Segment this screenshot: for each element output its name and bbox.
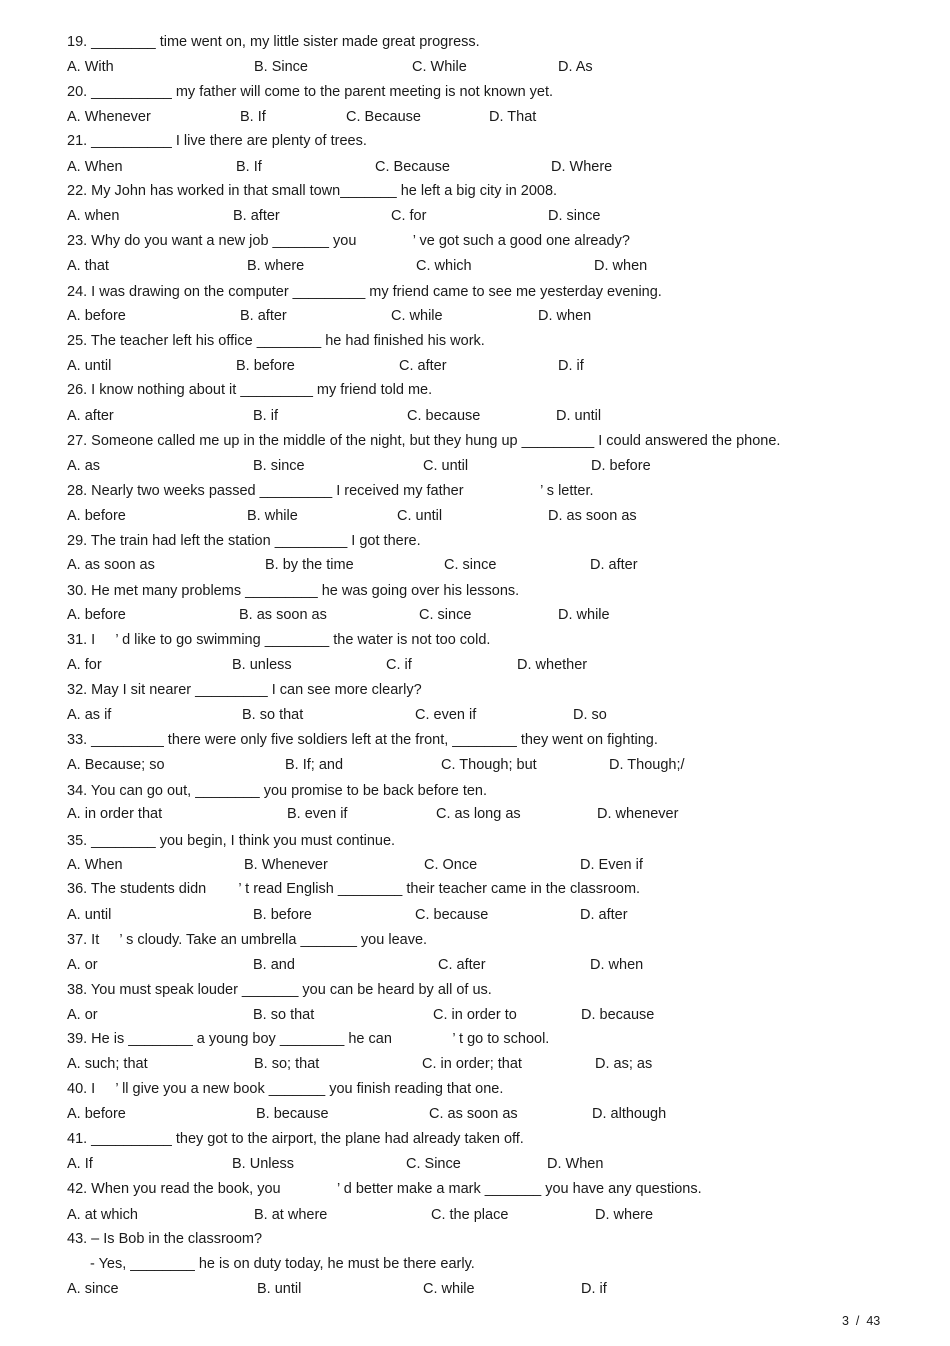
option-b: B. if [253,408,278,424]
option-c: C. since [419,607,472,623]
question-33: 33. _________ there were only five soldiers left at the front, ________ they went on fighting. [67,732,658,748]
option-c: C. until [423,458,469,474]
option-c: C. for [391,208,427,224]
question-30: 30. He met many problems _________ he was going over his lessons. [67,583,520,599]
question-32: 32. May I sit nearer _________ I can see more clearly? [67,682,422,698]
option-d: D. As [558,59,593,75]
question-39: 39. He is ________ a young boy ________ he can ’ t go to school. [67,1031,550,1047]
option-a: A. before [67,508,126,524]
option-d: D. after [580,907,628,923]
option-b: B. unless [232,657,292,673]
option-c: C. while [391,308,443,324]
option-b: B. Whenever [244,857,328,873]
option-d: D. as; as [595,1056,653,1072]
question-43-answer-line: - Yes, ________ he is on duty today, he must be there early. [90,1256,475,1272]
option-c: C. because [415,907,489,923]
option-b: B. before [236,358,295,374]
question-41: 41. __________ they got to the airport, the plane had already taken off. [67,1131,524,1147]
question-24: 24. I was drawing on the computer _________ my friend came to see me yesterday evening. [67,284,662,300]
option-d: D. When [547,1156,604,1172]
option-b: B. so; that [254,1056,320,1072]
option-b: B. where [247,258,305,274]
option-d: D. although [592,1106,667,1122]
question-21: 21. __________ I live there are plenty of trees. [67,133,367,149]
option-c: C. While [412,59,467,75]
option-d: D. That [489,109,537,125]
page-number: 3 / 43 [842,1314,881,1328]
question-23: 23. Why do you want a new job _______ you ’ ve got such a good one already? [67,233,630,249]
option-c: C. the place [431,1207,509,1223]
option-c: C. which [416,258,472,274]
question-40: 40. I ’ ll give you a new book _______ you finish reading that one. [67,1081,504,1097]
option-d: D. if [581,1281,607,1297]
question-37: 37. It ’ s cloudy. Take an umbrella _______ you leave. [67,932,428,948]
option-d: D. if [558,358,584,374]
question-29: 29. The train had left the station _________ I got there. [67,533,421,549]
option-d: D. because [581,1007,655,1023]
option-a: A. Whenever [67,109,151,125]
option-d: D. while [558,607,610,623]
option-c: C. because [407,408,481,424]
option-c: C. since [444,557,497,573]
option-c: C. as long as [436,806,521,822]
question-19: 19. ________ time went on, my little sister made great progress. [67,34,480,50]
question-38: 38. You must speak louder _______ you can be heard by all of us. [67,982,492,998]
option-c: C. Because [346,109,421,125]
option-c: C. Though; but [441,757,537,773]
option-d: D. after [590,557,638,573]
option-d: D. Where [551,159,613,175]
question-26: 26. I know nothing about it _________ my friend told me. [67,382,433,398]
option-a: A. If [67,1156,93,1172]
option-b: B. as soon as [239,607,327,623]
question-35: 35. ________ you begin, I think you must continue. [67,833,396,849]
option-a: A. as if [67,707,112,723]
option-d: D. so [573,707,607,723]
option-a: A. With [67,59,114,75]
option-b: B. at where [254,1207,328,1223]
option-b: B. even if [287,806,348,822]
question-36: 36. The students didn ’ t read English ________ their teacher came in the classroom. [67,881,641,897]
option-d: D. as soon as [548,508,637,524]
question-31: 31. I ’ d like to go swimming ________ the water is not too cold. [67,632,491,648]
option-b: B. after [240,308,287,324]
option-c: C. while [423,1281,475,1297]
option-b: B. before [253,907,312,923]
option-b: B. by the time [265,557,354,573]
option-a: A. until [67,358,112,374]
option-b: B. so that [242,707,304,723]
option-c: C. Since [406,1156,461,1172]
option-c: C. as soon as [429,1106,518,1122]
option-d: D. whether [517,657,588,673]
option-a: A. at which [67,1207,138,1223]
option-c: C. after [438,957,486,973]
question-43: 43. – Is Bob in the classroom? [67,1231,263,1247]
option-b: B. while [247,508,298,524]
option-a: A. before [67,607,126,623]
option-c: C. after [399,358,447,374]
question-22: 22. My John has worked in that small town_______ he left a big city in 2008. [67,183,558,199]
option-a: A. or [67,1007,98,1023]
option-d: D. when [594,258,648,274]
option-b: B. since [253,458,305,474]
option-a: A. When [67,857,123,873]
option-b: B. until [257,1281,302,1297]
option-a: A. Because; so [67,757,165,773]
option-c: C. Because [375,159,450,175]
option-b: B. Unless [232,1156,295,1172]
option-b: B. If [236,159,262,175]
option-b: B. If [240,109,266,125]
option-a: A. after [67,408,114,424]
option-a: A. that [67,258,109,274]
option-a: A. since [67,1281,119,1297]
option-c: C. if [386,657,412,673]
option-d: D. until [556,408,602,424]
option-a: A. before [67,1106,126,1122]
option-b: B. because [256,1106,329,1122]
option-d: D. when [590,957,644,973]
question-27: 27. Someone called me up in the middle of the night, but they hung up _________ I could answered the phone. [67,433,781,449]
question-42: 42. When you read the book, you ’ d better make a mark _______ you have any questions. [67,1181,702,1197]
option-a: A. in order that [67,806,163,822]
question-25: 25. The teacher left his office ________ he had finished his work. [67,333,485,349]
option-a: A. or [67,957,98,973]
option-d: D. since [548,208,601,224]
option-a: A. such; that [67,1056,148,1072]
option-b: B. and [253,957,295,973]
option-d: D. before [591,458,651,474]
option-b: B. If; and [285,757,344,773]
option-c: C. even if [415,707,477,723]
option-a: A. as soon as [67,557,155,573]
option-a: A. until [67,907,112,923]
option-a: A. when [67,208,120,224]
option-b: B. after [233,208,280,224]
option-a: A. as [67,458,101,474]
option-a: A. before [67,308,126,324]
option-b: B. so that [253,1007,315,1023]
option-d: D. when [538,308,592,324]
question-34: 34. You can go out, ________ you promise to be back before ten. [67,783,488,799]
question-28: 28. Nearly two weeks passed _________ I received my father ’ s letter. [67,483,594,499]
option-c: C. until [397,508,443,524]
option-c: C. in order to [433,1007,517,1023]
option-d: D. Even if [580,857,643,873]
option-b: B. Since [254,59,308,75]
option-d: D. where [595,1207,654,1223]
option-d: D. Though;/ [609,757,685,773]
option-d: D. whenever [597,806,679,822]
option-c: C. Once [424,857,478,873]
option-a: A. When [67,159,123,175]
option-a: A. for [67,657,102,673]
question-20: 20. __________ my father will come to the parent meeting is not known yet. [67,84,554,100]
option-c: C. in order; that [422,1056,522,1072]
